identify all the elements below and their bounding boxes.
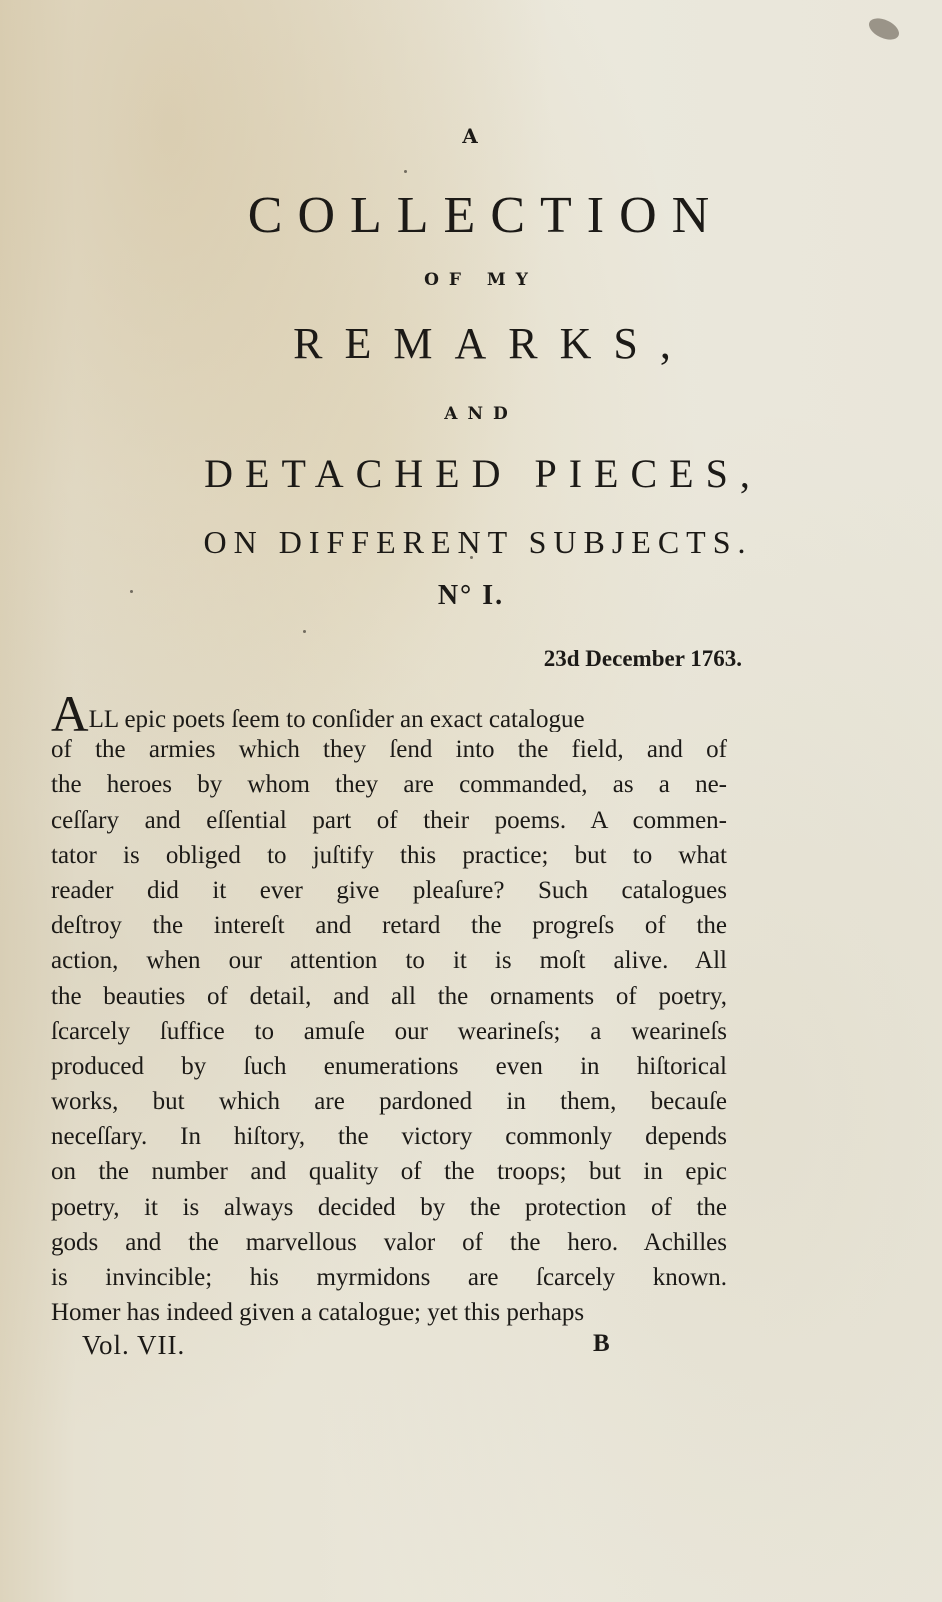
body-line: the beauties of detail, and all the ornaments of poetry, [51, 982, 727, 1010]
body-line: ſcarcely ſuffice to amuſe our wearineſs; a wearineſs [51, 1017, 727, 1045]
body-line: gods and the marvellous valor of the hero. Achilles [51, 1228, 727, 1256]
body-line: tator is obliged to juſtify this practice; but to what [51, 841, 727, 869]
title-of-my: OF MY [424, 270, 538, 290]
drop-cap-rest: LL [88, 706, 119, 733]
volume-text: Vol. VII. [82, 1330, 186, 1360]
first-line-text: epic poets ſeem to conſider an exact catalogue [118, 706, 585, 733]
drop-cap: A [51, 697, 89, 733]
body-line: Homer has indeed given a catalogue; yet this perhaps [51, 1299, 585, 1327]
body-line: reader did it ever give pleaſure? Such catalogues [51, 876, 727, 904]
volume-mark [82, 1330, 185, 1361]
title-and: AND [444, 404, 518, 424]
body-line: neceſſary. In hiſtory, the victory commonly depends [51, 1123, 727, 1151]
body-line: on the number and quality of the troops; but in epic [51, 1158, 727, 1186]
speck [303, 630, 306, 633]
ink-stain [866, 14, 903, 44]
body-line: of the armies which they ſend into the field, and of [51, 736, 727, 764]
title-detached-pieces: DETACHED PIECES, [204, 451, 762, 496]
entry-date: 23d December 1763. [543, 646, 742, 671]
body-line: ceſſary and eſſential part of their poems. A commen- [51, 806, 727, 834]
title-remarks: REMARKS, [293, 319, 693, 368]
body-line: works, but which are pardoned in them, becauſe [51, 1088, 727, 1116]
body-line: poetry, it is always decided by the protection of the [51, 1193, 727, 1221]
body-line: action, when our attention to it is moſt alive. All [51, 947, 727, 975]
body-line: produced by ſuch enumerations even in hiſtorical [51, 1052, 727, 1080]
body-text [51, 697, 727, 1330]
body-line: is invincible; his myrmidons are ſcarcely known. [51, 1264, 727, 1291]
title-collection: COLLECTION [247, 187, 725, 244]
speck [404, 170, 407, 173]
body-line: the heroes by whom they are commanded, as a ne- [51, 771, 727, 799]
section-number: N° I. [437, 580, 505, 611]
title-article: A [462, 124, 480, 148]
signature-mark: B [593, 1330, 610, 1357]
title-different-subjects: ON DIFFERENT SUBJECTS. [203, 524, 753, 560]
body-line [51, 697, 727, 732]
body-line: deſtroy the intereſt and retard the progreſs of the [51, 912, 727, 940]
